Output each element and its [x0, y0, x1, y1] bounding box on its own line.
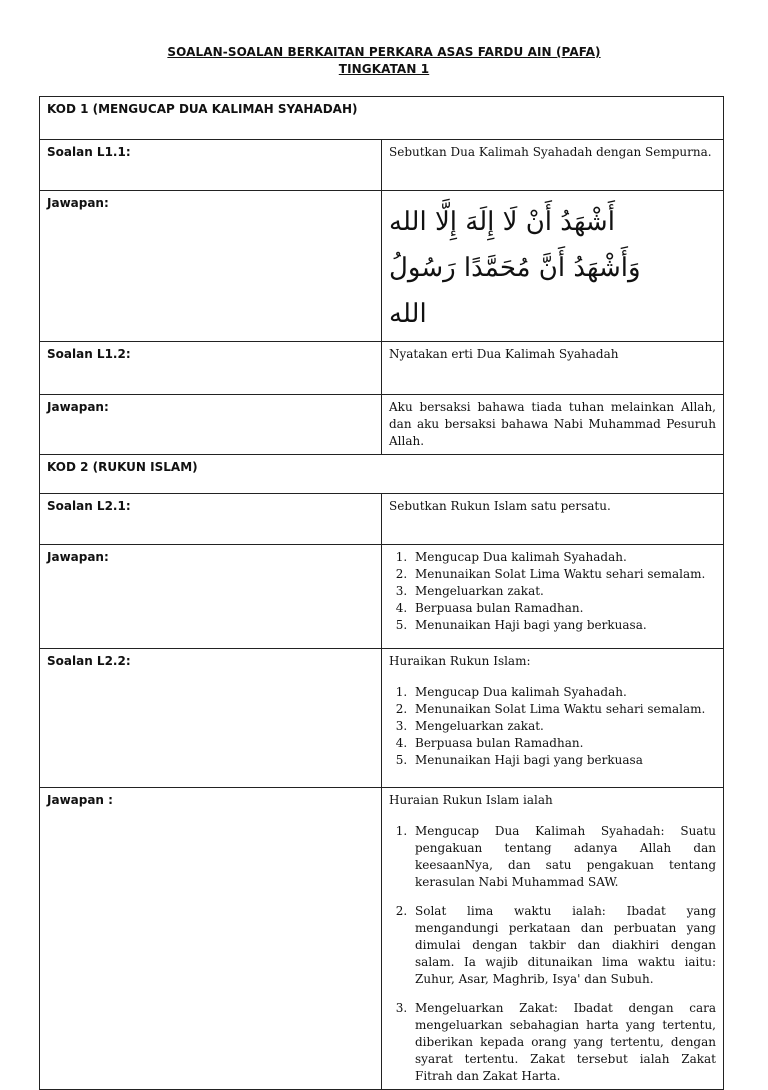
- spacer: [389, 670, 716, 684]
- question-text: Sebutkan Dua Kalimah Syahadah dengan Sempurna.: [382, 140, 724, 191]
- answer-list-cell: [382, 788, 724, 1090]
- section-title-kod2: KOD 2 (RUKUN ISLAM): [40, 455, 724, 494]
- arabic-line: أَشْهَدُ أَنْ لَا إِلَهَ إِلَّا الله: [389, 207, 615, 237]
- list-item: 4. Berpuasa bulan Ramadhan.: [411, 735, 716, 752]
- table-row: [40, 649, 724, 788]
- question-text: Sebutkan Rukun Islam satu persatu.: [382, 494, 724, 545]
- list-item: 5. Menunaikan Haji bagi yang berkuasa.: [411, 617, 716, 634]
- table-row: [40, 494, 724, 545]
- question-text: Nyatakan erti Dua Kalimah Syahadah: [382, 342, 724, 395]
- question-label: Soalan L1.2:: [40, 342, 382, 395]
- question-label: Soalan L1.1:: [40, 140, 382, 191]
- question-text: Huraikan Rukun Islam:: [389, 654, 531, 668]
- table-row: [40, 788, 724, 1090]
- table-row: [40, 342, 724, 395]
- answer-text: Aku bersaksi bahawa tiada tuhan melainkan Allah, dan aku bersaksi bahawa Nabi Muhammad Pesuruh Allah.: [382, 395, 724, 455]
- question-list-cell: [382, 649, 724, 788]
- answer-cell: [382, 191, 724, 342]
- table-row: [40, 191, 724, 342]
- answer-label: Jawapan:: [40, 191, 382, 342]
- list-item: 5. Menunaikan Haji bagi yang berkuasa: [411, 752, 716, 769]
- document-header: [0, 44, 768, 78]
- section-header-kod2: [40, 455, 724, 494]
- list-item: 3. Mengeluarkan Zakat: Ibadat dengan cara mengeluarkan sebahagian harta yang tertentu, diberikan kepada orang yang tertentu, dengan syarat tertentu. Zakat tersebut ialah Zakat Fitrah dan Zakat Harta.: [411, 1000, 716, 1085]
- answer-intro: Huraian Rukun Islam ialah: [389, 793, 553, 807]
- arabic-line: وَأَشْهَدُ أَنَّ مُحَمَّدًا رَسُولُ الله: [389, 253, 641, 329]
- list-item: 2. Menunaikan Solat Lima Waktu sehari semalam.: [411, 701, 716, 718]
- question-label: Soalan L2.1:: [40, 494, 382, 545]
- list-item: 3. Mengeluarkan zakat.: [411, 583, 716, 600]
- list-item: 1. Mengucap Dua kalimah Syahadah.: [411, 684, 716, 701]
- table-row: [40, 395, 724, 455]
- answer-label: Jawapan :: [40, 788, 382, 1090]
- arabic-shahada: [389, 199, 716, 337]
- list-item: 3. Mengeluarkan zakat.: [411, 718, 716, 735]
- question-list: [389, 684, 716, 769]
- question-table: [39, 96, 724, 1090]
- list-item: 1. Mengucap Dua Kalimah Syahadah: Suatu pengakuan tentang adanya Allah dan keesaanNya, dan satu pengakuan tentang kerasulan Nabi Muhammad SAW.: [411, 823, 716, 891]
- document-title: SOALAN-SOALAN BERKAITAN PERKARA ASAS FARDU AIN (PAFA): [167, 45, 601, 59]
- answer-list: [389, 549, 716, 634]
- section-header-kod1: [40, 97, 724, 140]
- list-item: 2. Menunaikan Solat Lima Waktu sehari semalam.: [411, 566, 716, 583]
- document-subtitle: TINGKATAN 1: [338, 62, 430, 76]
- spacer: [389, 809, 716, 823]
- list-item: 4. Berpuasa bulan Ramadhan.: [411, 600, 716, 617]
- answer-label: Jawapan:: [40, 395, 382, 455]
- answer-list: [389, 823, 716, 1085]
- list-item: 1. Mengucap Dua kalimah Syahadah.: [411, 549, 716, 566]
- question-label: Soalan L2.2:: [40, 649, 382, 788]
- section-title-kod1: KOD 1 (MENGUCAP DUA KALIMAH SYAHADAH): [40, 97, 724, 140]
- table-row: [40, 545, 724, 649]
- answer-list-cell: [382, 545, 724, 649]
- answer-label: Jawapan:: [40, 545, 382, 649]
- list-item: 2. Solat lima waktu ialah: Ibadat yang mengandungi perkataan dan perbuatan yang dimulai dengan takbir dan diakhiri dengan salam. Ia wajib ditunaikan lima waktu iaitu: Zuhur, Asar, Maghrib, Isya' dan Subuh.: [411, 903, 716, 988]
- table-row: [40, 140, 724, 191]
